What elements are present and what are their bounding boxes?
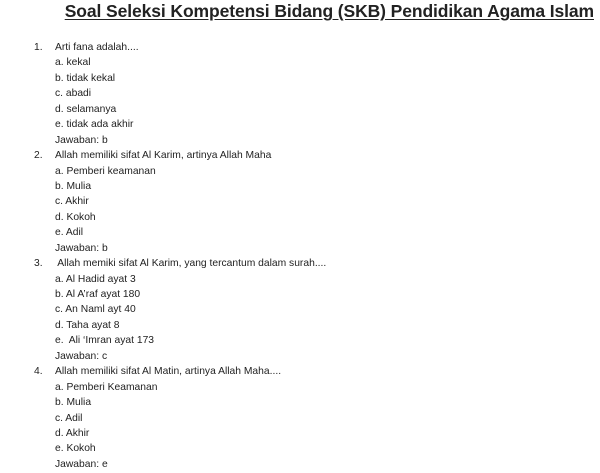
question-number: 1. [34, 42, 43, 53]
answer-option: b. Mulia [55, 397, 92, 409]
answer-key: Jawaban: c [55, 350, 108, 362]
question [0, 364, 600, 379]
answer-option: d. Akhir [55, 427, 90, 439]
answer-option: b. tidak kekal [55, 72, 116, 84]
answer-option: d. Kokoh [55, 211, 96, 223]
answer-option: c. Adil [55, 412, 83, 424]
answer-option: d. selamanya [55, 103, 117, 115]
question-number: 2. [34, 150, 43, 162]
answer-option: e. Ali ‘Imran ayat 173 [55, 335, 155, 347]
answer-option: b. Mulia [55, 180, 92, 192]
answer-key: Jawaban: e [55, 458, 108, 470]
question-text: Arti fana adalah.... [55, 42, 139, 53]
question [0, 256, 600, 271]
question [0, 40, 600, 55]
answer-key: Jawaban: b [55, 242, 108, 254]
question-text: Allah memiliki sifat Al Matin, artinya Allah Maha.... [55, 366, 282, 378]
answer-option: a. Pemberi keamanan [55, 165, 156, 177]
answer-option: e. Kokoh [55, 443, 96, 455]
answer-option: a. Pemberi Keamanan [55, 381, 158, 393]
page-title: Soal Seleksi Kompetensi Bidang (SKB) Pendidikan Agama Islam [64, 1, 594, 21]
answer-option: c. An Naml ayt 40 [55, 304, 136, 316]
answer-option: c. abadi [55, 88, 92, 100]
question [0, 148, 600, 163]
answer-option: a. kekal [55, 57, 91, 69]
question-list [0, 40, 600, 472]
answer-option: e. Adil [55, 227, 84, 239]
answer-option: e. tidak ada akhir [55, 119, 134, 131]
answer-option: c. Akhir [55, 196, 89, 208]
question-text: Allah memiki sifat Al Karim, yang tercantum dalam surah.... [55, 258, 327, 270]
answer-key: Jawaban: b [55, 134, 108, 146]
answer-option: d. Taha ayat 8 [55, 319, 120, 331]
question-number: 3. [34, 258, 43, 270]
question-number: 4. [34, 366, 43, 378]
answer-option: b. Al A’raf ayat 180 [55, 289, 141, 300]
question-text: Allah memiliki sifat Al Karim, artinya Allah Maha [55, 150, 272, 162]
answer-option: a. Al Hadid ayat 3 [55, 273, 136, 285]
